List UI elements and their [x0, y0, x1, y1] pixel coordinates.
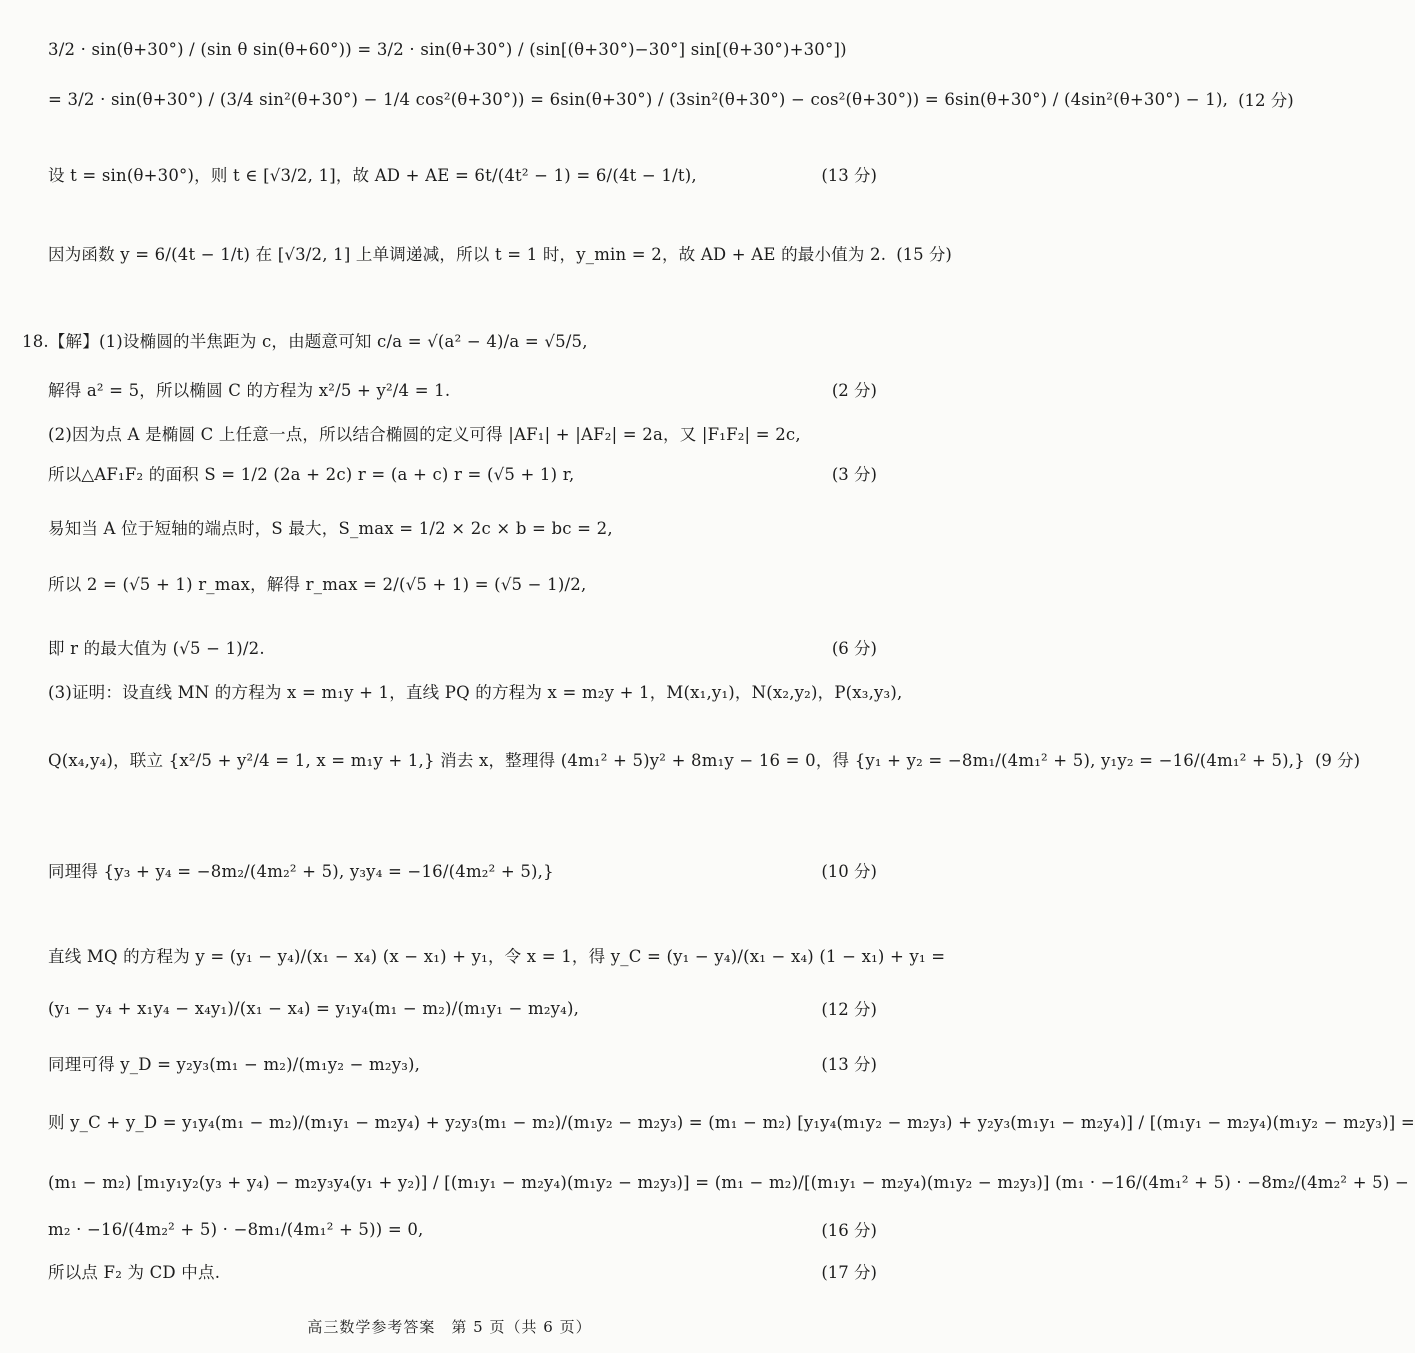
math-line-14: 同理得 {y₃ + y₄ = −8m₂/(4m₂² + 5), y₃y₄ = −16/(4m₂² + 5),} (10 分): [48, 855, 877, 885]
math-line-9: 易知当 A 位于短轴的端点时，S 最大，S_max = 1/2 × 2c × b = bc = 2,: [48, 519, 613, 538]
score-label: (13 分): [821, 166, 877, 185]
score-label: (17 分): [821, 1263, 877, 1282]
score-label: (2 分): [831, 381, 877, 400]
score-label: (13 分): [821, 1055, 877, 1074]
score-label: (6 分): [831, 639, 877, 658]
math-line-10: 所以 2 = (√5 + 1) r_max，解得 r_max = 2/(√5 + 1) = (√5 − 1)/2,: [48, 575, 587, 594]
score-label: (16 分): [821, 1221, 877, 1240]
page-footer: 高三数学参考答案 第 5 页（共 6 页）: [307, 1318, 592, 1336]
math-line-2: = 3/2 · sin(θ+30°) / (3/4 sin²(θ+30°) − 1/4 cos²(θ+30°)) = 6sin(θ+30°) / (3sin²(θ+30°) − cos²(θ+30°)) = 6sin(θ+30°) / (4sin²(θ+30°) − 1), (12 分): [48, 84, 877, 114]
math-line-19: (m₁ − m₂) [m₁y₁y₂(y₃ + y₄) − m₂y₃y₄(y₁ + y₂)] / [(m₁y₁ − m₂y₄)(m₁y₂ − m₂y₃)] = (m₁ − m₂)/[(m₁y₁ − m₂y₄)(m₁y₂ − m₂y₃)] (m₁ · −16/(4m₁² + 5) · −8m₂/(4m₂² + 5) −: [48, 1172, 1409, 1192]
math-line-18: 则 y_C + y_D = y₁y₄(m₁ − m₂)/(m₁y₁ − m₂y₄) + y₂y₃(m₁ − m₂)/(m₁y₂ − m₂y₃) = (m₁ − m₂) [y₁y₄(m₁y₂ − m₂y₃) + y₂y₃(m₁y₁ − m₂y₄)] / [(m₁y₁ − m₂y₄)(m₁y₂ − m₂y₃)] =: [48, 1113, 1415, 1132]
math-line-20: m₂ · −16/(4m₂² + 5) · −8m₁/(4m₁² + 5)) = 0, (16 分): [48, 1214, 877, 1244]
problem-18-heading-line: 18.【解】(1)设椭圆的半焦距为 c，由题意可知 c/a = √(a² − 4)/a = √5/5,: [22, 332, 588, 351]
math-line-7: (2)因为点 A 是椭圆 C 上任意一点，所以结合椭圆的定义可得 |AF₁| + |AF₂| = 2a，又 |F₁F₂| = 2c,: [48, 425, 801, 444]
math-line-11: 即 r 的最大值为 (√5 − 1)/2. (6 分): [48, 632, 877, 662]
math-line-15: 直线 MQ 的方程为 y = (y₁ − y₄)/(x₁ − x₄) (x − x₁) + y₁，令 x = 1，得 y_C = (y₁ − y₄)/(x₁ − x₄) (1 − x₁) + y₁ =: [48, 947, 946, 966]
math-line-16: (y₁ − y₄ + x₁y₄ − x₄y₁)/(x₁ − x₄) = y₁y₄(m₁ − m₂)/(m₁y₁ − m₂y₄), (12 分): [48, 993, 877, 1023]
math-line-21: 所以点 F₂ 为 CD 中点. (17 分): [48, 1256, 877, 1286]
math-line-3: 设 t = sin(θ+30°)，则 t ∈ [√3/2, 1]，故 AD + AE = 6t/(4t² − 1) = 6/(4t − 1/t), (13 分): [48, 159, 877, 189]
math-line-8: 所以△AF₁F₂ 的面积 S = 1/2 (2a + 2c) r = (a + c) r = (√5 + 1) r, (3 分): [48, 458, 877, 488]
score-label: (10 分): [821, 862, 877, 881]
math-line-17: 同理可得 y_D = y₂y₃(m₁ − m₂)/(m₁y₂ − m₂y₃), (13 分): [48, 1048, 877, 1078]
math-line-13: Q(x₄,y₄)，联立 {x²/5 + y²/4 = 1, x = m₁y + 1,} 消去 x，整理得 (4m₁² + 5)y² + 8m₁y − 16 = 0，得 {y₁ + y₂ = −8m₁/(4m₁² + 5), y₁y₂ = −16/(4m₁² + 5),} (9 分): [48, 744, 877, 774]
math-line-6: 解得 a² = 5，所以椭圆 C 的方程为 x²/5 + y²/4 = 1. (2 分): [48, 374, 877, 404]
math-line-12: (3)证明：设直线 MN 的方程为 x = m₁y + 1，直线 PQ 的方程为 x = m₂y + 1，M(x₁,y₁)，N(x₂,y₂)，P(x₃,y₃),: [48, 683, 903, 702]
math-line-1: 3/2 · sin(θ+30°) / (sin θ sin(θ+60°)) = 3/2 · sin(θ+30°) / (sin[(θ+30°)−30°] sin[(θ+30°)+30°]): [48, 39, 847, 59]
score-label: (12 分): [1238, 91, 1294, 110]
score-label: (3 分): [831, 465, 877, 484]
score-label: (9 分): [1314, 751, 1361, 770]
score-label: (15 分): [896, 245, 952, 264]
math-line-4: 因为函数 y = 6/(4t − 1/t) 在 [√3/2, 1] 上单调递减，所以 t = 1 时，y_min = 2，故 AD + AE 的最小值为 2. (15 分): [48, 238, 877, 268]
score-label: (12 分): [821, 1000, 877, 1019]
